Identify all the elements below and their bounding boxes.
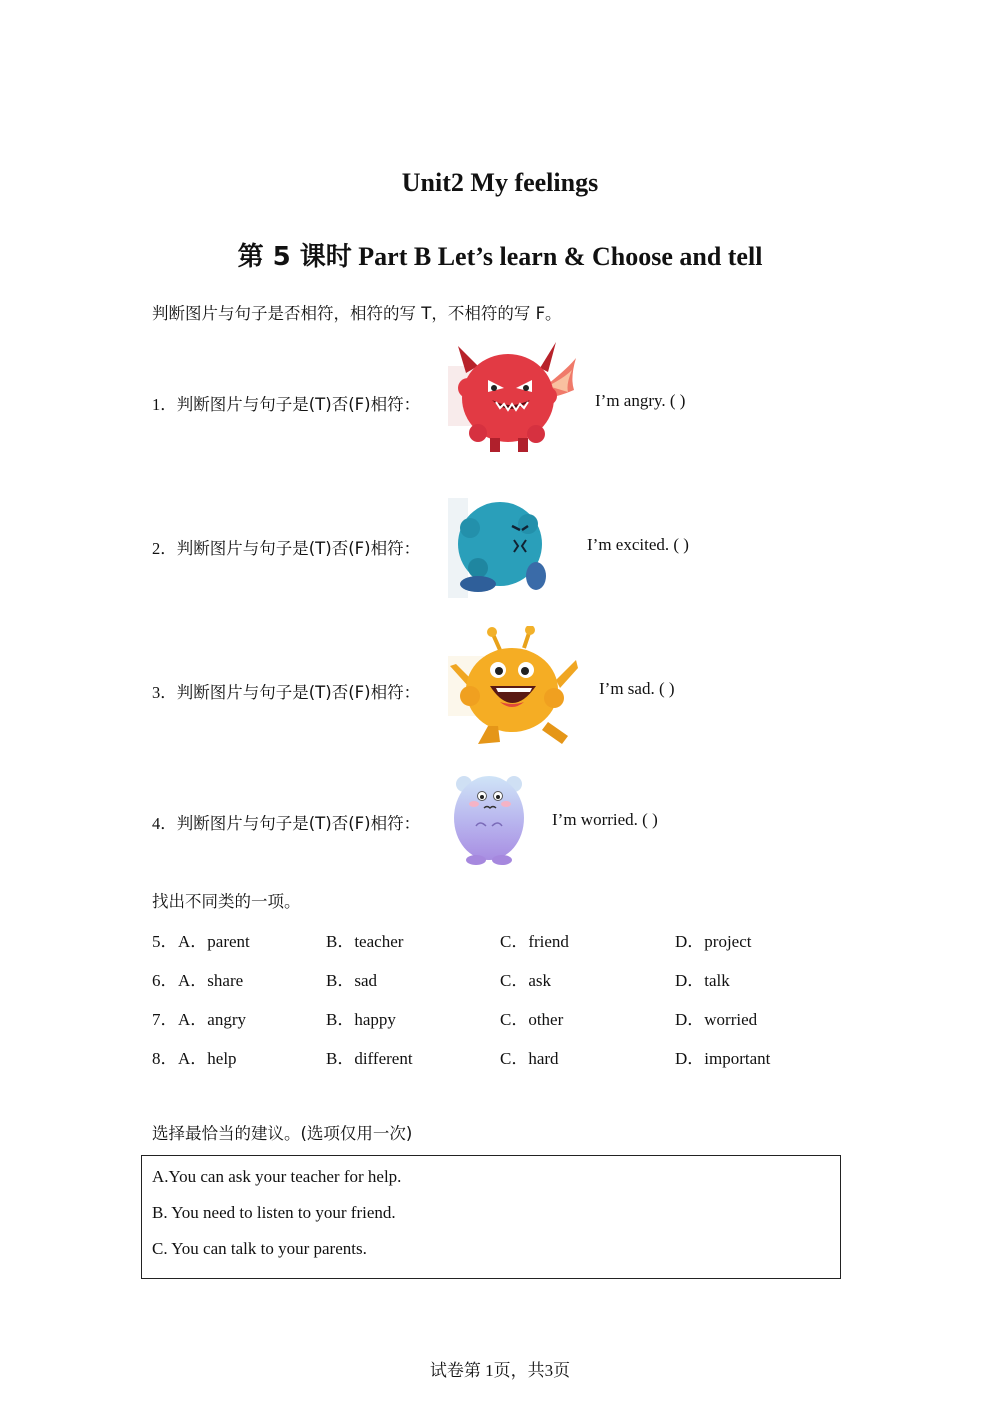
judge-sentence: I’m sad. ( ) (599, 679, 675, 698)
section3-instruction: 选择最恰当的建议。(选项仅用一次) (152, 1124, 413, 1143)
advice-choice-b: B. You need to listen to your friend. (152, 1203, 396, 1222)
option-b: B．happy (326, 1010, 396, 1029)
option-a: A．share (178, 971, 244, 990)
question-number: 3． (152, 683, 177, 702)
judge-question-4 (0, 766, 1000, 896)
lesson-subtitle (0, 236, 1000, 273)
lesson-number: 第 5 课时 (237, 242, 352, 272)
option-c: C．hard (500, 1049, 559, 1068)
orange-happy-monster-icon (448, 626, 580, 748)
judge-question-2 (0, 480, 1000, 610)
question-number: 4． (152, 814, 177, 833)
blue-sad-monster-icon (448, 498, 556, 598)
question-label (152, 391, 420, 415)
option-a: A．parent (178, 932, 250, 951)
judge-question-3 (0, 624, 1000, 754)
question-number: 5． (152, 932, 178, 951)
page-footer: 试卷第 1页，共3页 (429, 1361, 571, 1380)
option-a: A．help (178, 1049, 237, 1068)
option-d: D．project (675, 932, 752, 951)
option-c: C．friend (500, 932, 569, 951)
question-prompt: 判断图片与句子是(T)否(F)相符： (176, 539, 421, 558)
odd-one-out-question-7 (0, 1005, 1000, 1029)
question-number: 7． (152, 1010, 178, 1029)
option-d: D．important (675, 1049, 771, 1068)
question-prompt: 判断图片与句子是(T)否(F)相符： (176, 814, 421, 833)
odd-one-out-question-5 (0, 927, 1000, 951)
judge-sentence: I’m angry. ( ) (595, 391, 686, 410)
advice-choices-box (141, 1155, 841, 1279)
option-c: C．ask (500, 971, 551, 990)
judge-sentence: I’m excited. ( ) (587, 535, 689, 554)
option-d: D．worried (675, 1010, 758, 1029)
option-d: D．talk (675, 971, 730, 990)
section1-instruction: 判断图片与句子是否相符，相符的写 T，不相符的写 F。 (152, 304, 562, 323)
option-b: B．different (326, 1049, 413, 1068)
page-title: Unit2 My feelings (401, 168, 599, 197)
advice-choice-c: C. You can talk to your parents. (152, 1239, 367, 1258)
option-c: C．other (500, 1010, 564, 1029)
option-b: B．teacher (326, 932, 404, 951)
question-number: 6． (152, 971, 178, 990)
odd-one-out-question-6 (0, 966, 1000, 990)
option-b: B．sad (326, 971, 377, 990)
question-prompt: 判断图片与句子是(T)否(F)相符： (176, 683, 421, 702)
section2-instruction: 找出不同类的一项。 (152, 892, 301, 911)
question-prompt: 判断图片与句子是(T)否(F)相符： (176, 395, 421, 414)
option-a: A．angry (178, 1010, 246, 1029)
question-number: 1． (152, 395, 177, 414)
question-label (152, 679, 420, 703)
question-label (152, 535, 420, 559)
question-label (152, 810, 420, 834)
judge-question-1 (0, 336, 1000, 466)
advice-choice-a: A.You can ask your teacher for help. (152, 1167, 402, 1186)
question-number: 2． (152, 539, 177, 558)
lesson-name: Part B Let’s learn & Choose and tell (358, 242, 763, 271)
question-number: 8． (152, 1049, 178, 1068)
purple-worried-monster-icon (450, 770, 528, 866)
red-angry-monster-icon (448, 338, 578, 456)
odd-one-out-question-8 (0, 1044, 1000, 1068)
judge-sentence: I’m worried. ( ) (552, 810, 658, 829)
